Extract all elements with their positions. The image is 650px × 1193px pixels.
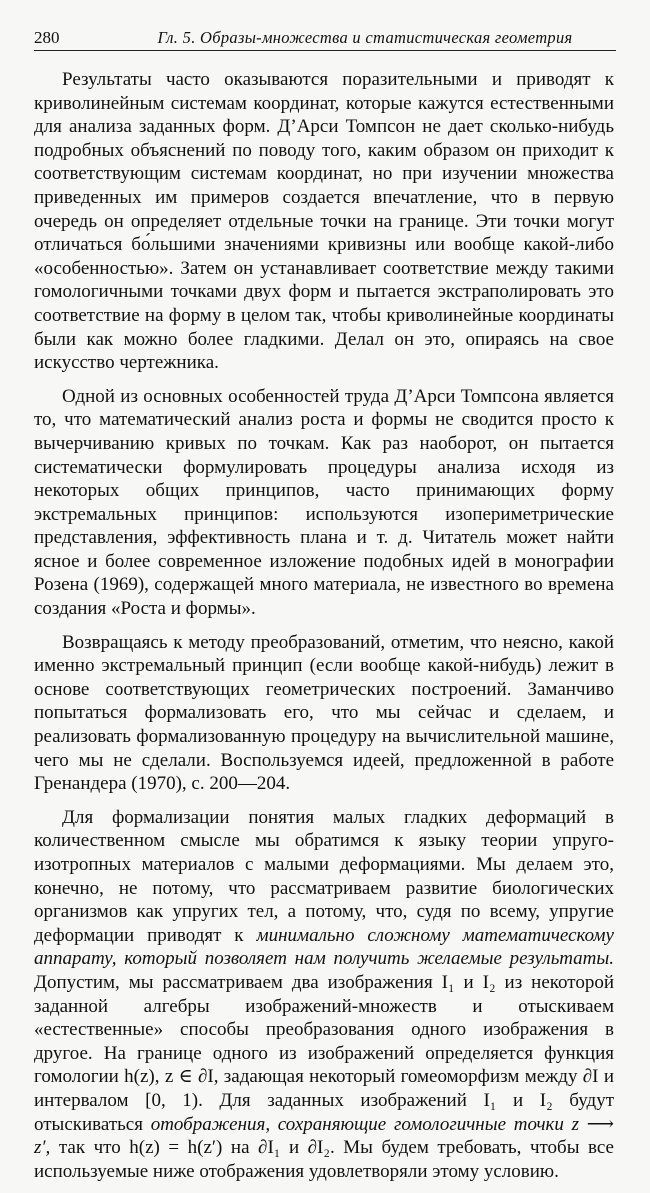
page-number: 280 (34, 28, 60, 47)
paragraph-4-part-3: так что h(z) = h(z′) на ∂I₁ и ∂I₂. Мы будем требовать, чтобы все используемые ниже отображения удовлетворяли этому условию. (34, 1137, 614, 1182)
paragraph-4-italic-1: минимально сложному математическому аппарату, который позволяет нам получить желаемые результаты. (34, 924, 614, 970)
running-header (34, 28, 616, 51)
page-body (34, 68, 614, 1193)
paragraph-3: Возвращаясь к методу преобразований, отметим, что неясно, какой именно экстремальный принцип (если вообще какой-нибудь) лежит в основе соответствующих геометрических построений. Заманчиво попытаться формализовать его, что мы сейчас и сделаем, и реализовать формализованную процедуру на вычислительной машине, чего мы не сделали. Воспользуемся идеей, предложенной в работе Гренандера (1970), с. 200—204. (34, 631, 614, 795)
paragraph-4-part-2: Допустим, мы рассматриваем два изображения I₁ и I₂ из некоторой заданной алгебры изображений-множеств и отыскиваем «естественные» способы преобразования одного изображения в другое. На границе одного из изображений определяется функция гомологии h(z), z ∈ ∂I, задающая некоторый гомеоморфизм между ∂I и интервалом [0, 1). Для заданных изображений I₁ и I₂ будут отыскиваться (34, 971, 614, 1135)
paragraph-2: Одной из основных особенностей труда Д’Арси Томпсона является то, что математический анализ роста и формы не сводится просто к вычерчиванию кривых по точкам. Как раз наоборот, он пытается систематически формулировать процедуры анализа исходя из некоторых общих принципов, часто принимающих форму экстремальных принципов: используются изопериметрические представления, эффективность плана и т. д. Читатель может найти ясное и более современное изложение подобных идей в монографии Розена (1969), содержащей много материала, не известного во времена создания «Роста и формы». (34, 385, 614, 620)
running-title: Гл. 5. Образы-множества и статистическая геометрия (157, 28, 573, 47)
paragraph-4 (34, 806, 614, 1184)
paragraph-1: Результаты часто оказываются поразительными и приводят к криволинейным системам координат, которые кажутся естественными для анализа заданных форм. Д’Арси Томпсон не дает сколько-нибудь подробных объяснений по поводу того, каким образом он приходит к соответствующим системам координат, но при изучении множества приведенных им примеров создается впечатление, что в первую очередь он определяет отдельные точки на границе. Эти точки могут отличаться бо́льшими значениями кривизны или вообще какой-либо «особенностью». Затем он устанавливает соответствие между такими гомологичными точками двух форм и пытается экстраполировать это соответствие на форму в целом так, чтобы криволинейные координаты были как можно более гладкими. Делал он это, опираясь на свое искусство чертежника. (34, 69, 614, 374)
paragraph-4-part-1: Для формализации понятия малых гладких деформаций в количественном смысле мы обратимся к языку теории упруго-изотропных материалов с малыми деформациями. Мы делаем это, конечно, не потому, что рассматриваем развитие биологических организмов как упругих тел, а потому, что, судя по всему, упругие деформации приводят к (34, 806, 614, 946)
paragraph-4-italic-2: отображения, сохраняющие гомологичные точки z ⟶ z′, (34, 1113, 615, 1159)
